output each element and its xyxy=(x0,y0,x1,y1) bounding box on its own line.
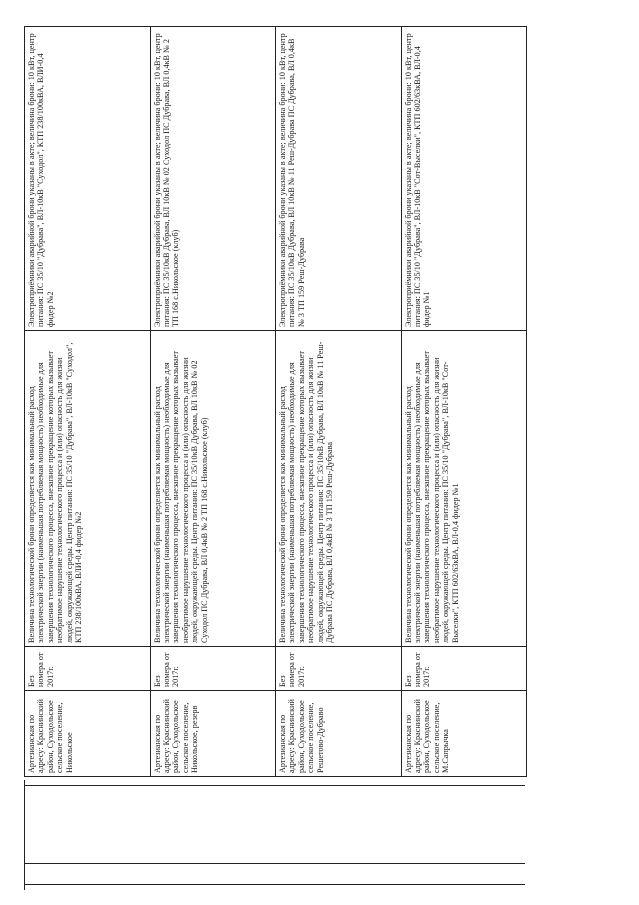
cell-emergency-reserve: Электроприёмники аварийной брони указаны в акте; величина брони: 10 кВт, центр питания: ПС 35/10кВ Дубрава, ВЛ 10кВ № 02 Суходол ПС Дубрава, ВЛ 0,4кВ № 2 ТП 168 с.Никольское (клуб) xyxy=(150,27,276,331)
table-row xyxy=(25,27,151,777)
cell-act-number: Без номера от 2017г. xyxy=(401,647,527,691)
cell-address: Артезианская по адресу: Краснинский район, Суходольское сельское поселение, Решетово-Дубраво xyxy=(276,691,402,777)
backup-power-table xyxy=(24,26,527,777)
cell-emergency-reserve: Электроприёмники аварийной брони указаны в акте; величина брони: 10 кВт, центр питания: ПС 35/10 "Дубрава", ВЛ-10кВ "Суходол", КТП 238/100кВА, ВЛИ-0,4 фидер №2 xyxy=(25,27,151,331)
table-row xyxy=(150,27,276,777)
table-row xyxy=(401,27,527,777)
cell-emergency-reserve: Электроприёмники аварийной брони указаны в акте; величина брони: 10 кВт, центр питания: ПС 35/10 "Дубрава", ВЛ-10кВ "Сот-Выселки", КТП 602/63кВА, ВЛ-0,4 фидер №1 xyxy=(401,27,527,331)
divider-line xyxy=(24,863,525,864)
table-row xyxy=(276,27,402,777)
cell-technological-reserve: Величина технологической брони определяется как минимальный расход электрической энергии (наименьшая потребляемая мощность) необходимые для завершения технологического процесса, внезапное прекращение которых вызывает необратимое нарушение технологического процесса и (или) опасность для жизни людей, окружающей среды. Центр питания: ПС 35/10 "Дубрава", ВЛ-10кВ "Сот-Выселки", КТП 602/63кВА, ВЛ-0,4 фидер №1 xyxy=(401,331,527,647)
rotated-table-container xyxy=(24,27,527,777)
cell-address: Артезианская по адресу: Краснинский район, Суходольское сельское поселение, Никольское, резерв xyxy=(150,691,276,777)
cell-technological-reserve: Величина технологической брони определяется как минимальный расход электрической энергии (наименьшая потребляемая мощность) необходимые для завершения технологического процесса, внезапное прекращение которых вызывает необратимое нарушение технологического процесса и (или) опасность для жизни людей, окружающей среды. Центр питания: ПС 35/10 "Дубрава", ВЛ-10кВ "Суходол", КТП 238/100кВА, ВЛИ-0,4 фидер №2 xyxy=(25,331,151,647)
cell-act-number: Без номера от 2017г. xyxy=(276,647,402,691)
cell-emergency-reserve: Электроприёмники аварийной брони указаны в акте; величина брони: 10 кВт, центр питания: ПС 35/10кВ Дубрава, ВЛ 10кВ № 11 Реш-Дубрава ПС Дубрава, ВЛ 0,4кВ № 3 ТП 159 Реш-Дубрава xyxy=(276,27,402,331)
cell-technological-reserve: Величина технологической брони определяется как минимальный расход электрической энергии (наименьшая потребляемая мощность) необходимые для завершения технологического процесса, внезапное прекращение которых вызывает необратимое нарушение технологического процесса и (или) опасность для жизни людей, окружающей среды. Центр питания: ПС 35/10кВ Дубрава, ВЛ 10кВ № 11 Реш-Дубрава ПС Дубрава, ВЛ 0,4кВ № 3 ТП 159 Реш-Дубрава xyxy=(276,331,402,647)
cell-act-number: Без номера от 2017г. xyxy=(25,647,151,691)
margin-rule-vertical xyxy=(24,780,25,890)
divider-line xyxy=(24,884,525,885)
divider-line xyxy=(24,785,525,786)
cell-act-number: Без номера от 2017г. xyxy=(150,647,276,691)
cell-address: Артезианская по адресу: Краснинский район, Суходольское сельское поселение, Никольское xyxy=(25,691,151,777)
cell-technological-reserve: Величина технологической брони определяется как минимальный расход электрической энергии (наименьшая потребляемая мощность) необходимые для завершения технологического процесса, внезапное прекращение которых вызывает необратимое нарушение технологического процесса и (или) опасность для жизни людей, окружающей среды. Центр питания: ПС 35/10кВ Дубрава, ВЛ 10кВ № 02 Суходол ПС Дубрава, ВЛ 0,4кВ № 2 ТП 168 с.Никольское (клуб) xyxy=(150,331,276,647)
cell-address: Артезианская по адресу: Краснинский район, Суходольское сельское поселение, М.Сапрычка xyxy=(401,691,527,777)
